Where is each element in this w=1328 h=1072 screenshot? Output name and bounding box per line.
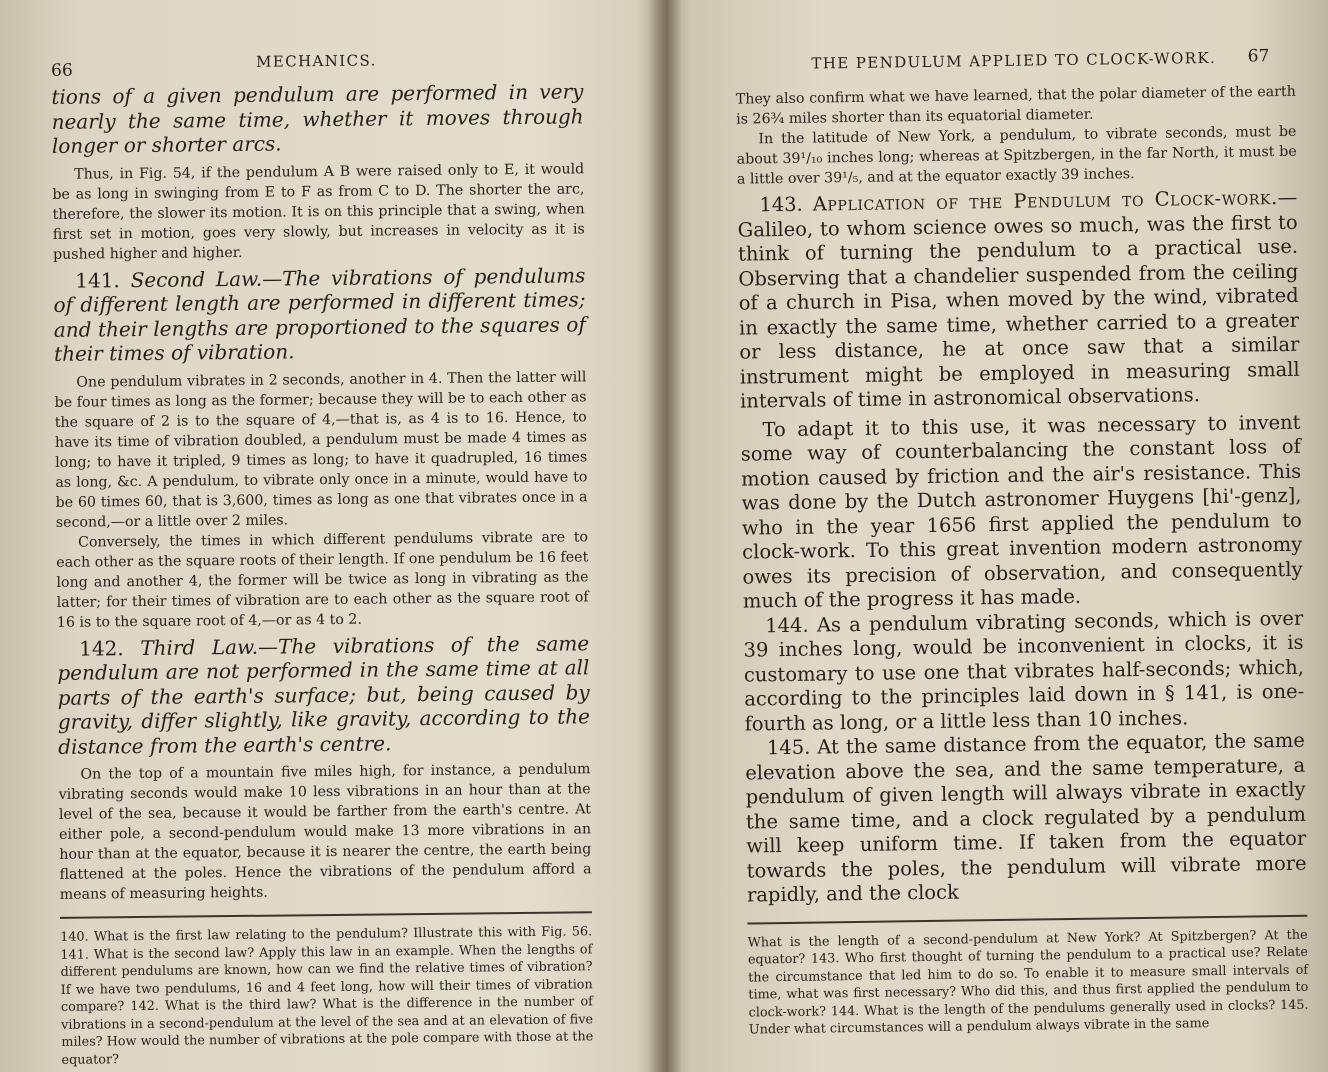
running-head — [735, 46, 1295, 84]
section-number: 143. — [759, 192, 803, 217]
second-law-text: Second Law.—The vibrations of pendulums of different length are performed in different times; and their lengths are proportioned to the squares of their times of vibration. — [53, 262, 586, 366]
page-number: 66 — [51, 60, 73, 81]
footnote-divider — [747, 914, 1307, 924]
review-questions: What is the length of a second-pendulum at New York? At Spitzbergen? At the equator? 143. Who first thought of turning the pendulum to a practical use? Relate the circumstance that led him to do so. To enable it to measure small intervals of time, what was first necessary? Who did this, and thus first applied the pendulum to clock-work? 144. What is the length of the pendulums generally used in clocks? 145. Under what circumstances will a pendulum always vibrate in the same — [747, 927, 1309, 1038]
intro-italic-text: tions of a given pendulum are performed in very nearly the same time, whether it moves through longer or shorter arcs. — [51, 79, 584, 158]
section-number: 141. — [75, 267, 120, 293]
paragraph-confirm: They also confirm what we have learned, that the polar diameter of the earth is 26¾ miles shorter than its equatorial diameter. — [735, 83, 1296, 128]
section-143-title: Application of the Pendulum to Clock-work. — [812, 186, 1278, 216]
section-143 — [737, 186, 1300, 414]
section-number: 142. — [79, 635, 124, 661]
third-law — [57, 631, 590, 759]
running-head-title: THE PENDULUM APPLIED TO CLOCK-WORK. — [811, 48, 1217, 73]
section-143-text: —Galileo, to whom science owes so much, was the first to think of turning the pendulum to a practical use. Observing that a chandelier suspended from the ceiling of a church in Pisa, when moved by the wind, vibrated in exactly the same time, whether carried to a greater or less distance, he at once saw that a similar instrument might be employed in measuring small intervals of time in astronomical observations. — [737, 185, 1300, 413]
paragraph-conversely: Conversely, the times in which different pendulums vibrate are to each other as the square roots of their length. If one pendulum be 16 feet long and another 4, the former will be twice as long in vibrating as the latter; for their times of vibration are to each other as the square root of 16 is to the square root of 4,—or as 4 to 2. — [56, 528, 589, 631]
paragraph-one-pendulum: One pendulum vibrates in 2 seconds, another in 4. Then the latter will be four times as long as the former; because they will be to each other as the square of 2 is to the square of 4,—that is, as 4 is to 16. Hence, to have its time of vibration doubled, a pendulum must be made 4 times as long; to have it tripled, 9 times as long; to have it quadrupled, 16 times as long, &c. A pendulum, to vibrate only once in a minute, would have to be 60 times 60, that is 3,600, times as long as one that vibrates once in a second,—or a little over 2 miles. — [54, 368, 588, 531]
paragraph-145: 145. At the same distance from the equator, the same elevation above the sea, and the same temperature, a pendulum of given length will always vibrate in exactly the same time, and a clock regulated by a pendulum will keep uniform time. If taken from the equator towards the poles, the pendulum will vibrate more rapidly, and the clock — [745, 728, 1307, 907]
paragraph-mountain: On the top of a mountain five miles high, for instance, a pendulum vibrating seconds would make 10 less vibrations in an hour than at the level of the sea, because it would be farther from the earth's centre. At either pole, a second-pendulum would make 13 more vibrations in an hour than at the equator, because it is nearer the centre, the earth being flattened at the poles. Hence the vibrations of the pendulum afford a means of measuring heights. — [58, 761, 592, 903]
paragraph-new-york: In the latitude of New York, a pendulum, to vibrate seconds, must be about 39¹/₁₀ inches long; whereas at Spitzbergen, in the far North, it must be a little over 39¹/₅, and at the equator exactly 39 inches. — [736, 123, 1297, 188]
third-law-text: Third Law.—The vibrations of the same pendulum are not performed in the same time at all parts of the earth's surface; but, being caused by gravity, differ slightly, like gravity, according to the distance from the earth's centre. — [57, 630, 591, 759]
second-law — [53, 263, 586, 367]
paragraph-144: 144. As a pendulum vibrating seconds, which is over 39 inches long, would be inconvenient in clocks, it is customary to use one that vibrates half-seconds; which, according to the principles laid down in § 141, is one-fourth as long, or a little less than 10 inches. — [743, 606, 1305, 736]
footnote-divider — [60, 911, 592, 919]
paragraph-thus: Thus, in Fig. 54, if the pendulum A B were raised only to E, it would be as long in swinging from E to F as from C to D. The shorter the arc, therefore, the slower its motion. It is on this principle that a swing, when first set in motion, goes very slowly, but increases in velocity as it is pushed higher and higher. — [52, 160, 585, 263]
running-head-title: MECHANICS. — [255, 51, 377, 71]
review-questions: 140. What is the first law relating to the pendulum? Illustrate this with Fig. 56. 141. What is the second law? Apply this law in an example. When the lengths of different pendulums are known, how can we find the relative times of vibration? If we have two pendulums, 16 and 4 feet long, how will their times of vibration compare? 142. What is the third law? What is the difference in the number of vibrations in a second-pendulum at the level of the sea and at an elevation of five miles? How would the number of vibrations at the pole compare with those at the equator? — [60, 924, 594, 1068]
running-head — [51, 49, 583, 85]
paragraph-adapt: To adapt it to this use, it was necessary to invent some way of counterbalancing the constant loss of motion caused by friction and the air's resistance. This was done by the Dutch astronomer Huygens [hi'-genz], who in the year 1656 first applied the pendulum to clock-work. To this great invention modern astronomy owes its precision of observation, and consequently much of the progress it has made. — [740, 410, 1303, 613]
right-page — [661, 0, 1328, 1072]
page-number: 67 — [1247, 46, 1270, 67]
